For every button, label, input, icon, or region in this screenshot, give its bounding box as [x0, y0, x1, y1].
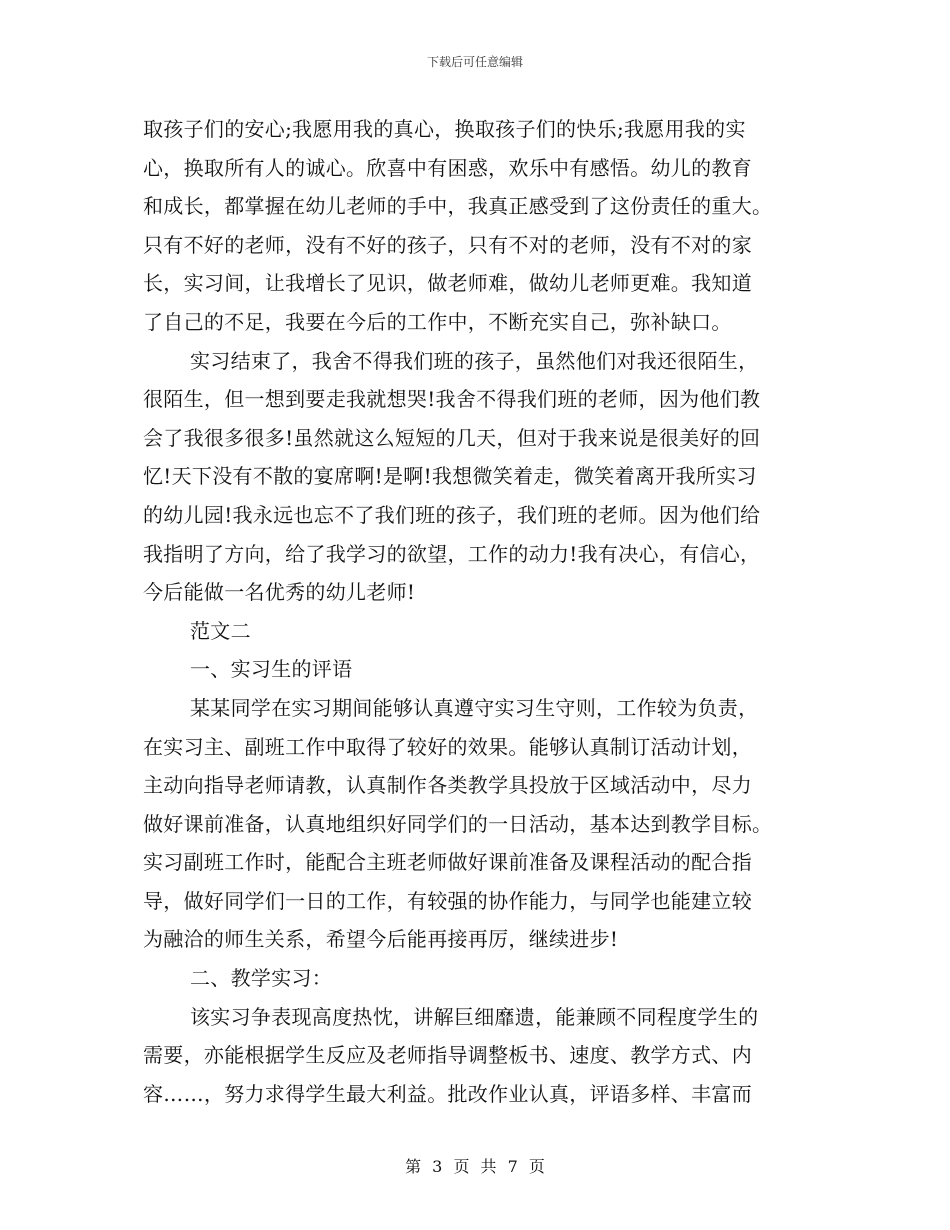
document-body	[143, 110, 815, 1113]
text-line: 会了我很多很多!虽然就这么短短的几天，但对于我来说是很美好的回	[143, 425, 761, 450]
section-heading: 范文二	[190, 618, 251, 643]
text-line: 为融洽的师生关系，希望今后能再接再厉，继续进步!	[143, 927, 619, 952]
page-footer: 第 3 页 共 7 页	[405, 1157, 545, 1176]
text-line: 心，换取所有人的诚心。欣喜中有困惑，欢乐中有感悟。幼儿的教育	[143, 155, 752, 180]
text-line: 忆!天下没有不散的宴席啊!是啊!我想微笑着走，微笑着离开我所实习	[143, 464, 757, 489]
text-line: 取孩子们的安心;我愿用我的真心，换取孩子们的快乐;我愿用我的实	[143, 117, 746, 141]
text-line: 今后能做一名优秀的幼儿老师!	[143, 580, 416, 605]
text-line: 的幼儿园!我永远也忘不了我们班的孩子，我们班的老师。因为他们给	[143, 502, 761, 527]
text-line: 了自己的不足，我要在今后的工作中，不断充实自己，弥补缺口。	[143, 309, 732, 334]
paragraph-first-line: 某某同学在实习期间能够认真遵守实习生守则，工作较为负责，	[190, 695, 759, 720]
subsection-heading: 一、实习生的评语	[190, 657, 353, 682]
subsection-heading: 二、教学实习：	[190, 966, 333, 991]
text-line: 我指明了方向，给了我学习的欲望，工作的动力!我有决心，有信心，	[143, 541, 761, 566]
text-line: 很陌生，但一想到要走我就想哭!我舍不得我们班的老师，因为他们教	[143, 387, 761, 412]
text-line: 容……，努力求得学生最大利益。批改作业认真，评语多样、丰富而	[143, 1081, 752, 1106]
text-line: 只有不好的老师，没有不好的孩子，只有不对的老师，没有不对的家	[143, 232, 752, 257]
text-line: 导，做好同学们一日的工作，有较强的协作能力，与同学也能建立较	[143, 888, 752, 913]
text-line: 长，实习间，让我增长了见识，做老师难，做幼儿老师更难。我知道	[143, 271, 752, 296]
text-line: 在实习主、副班工作中取得了较好的效果。能够认真制订活动计划，	[143, 734, 752, 759]
text-line: 和成长，都掌握在幼儿老师的手中，我真正感受到了这份责任的重大。	[143, 194, 773, 219]
page-header: 下载后可任意编辑	[426, 55, 523, 69]
text-line: 做好课前准备，认真地组织好同学们的一日活动，基本达到教学目标。	[143, 811, 773, 836]
text-line: 主动向指导老师请教，认真制作各类教学具投放于区域活动中，尽力	[143, 773, 752, 798]
text-line: 实习副班工作时，能配合主班老师做好课前准备及课程活动的配合指	[143, 850, 752, 875]
text-line: 需要，亦能根据学生反应及老师指导调整板书、速度、教学方式、内	[143, 1043, 752, 1068]
paragraph-first-line: 实习结束了，我舍不得我们班的孩子，虽然他们对我还很陌生，	[190, 348, 759, 373]
paragraph-first-line: 该实习争表现高度热忱，讲解巨细靡遗，能兼顾不同程度学生的	[190, 1004, 759, 1029]
